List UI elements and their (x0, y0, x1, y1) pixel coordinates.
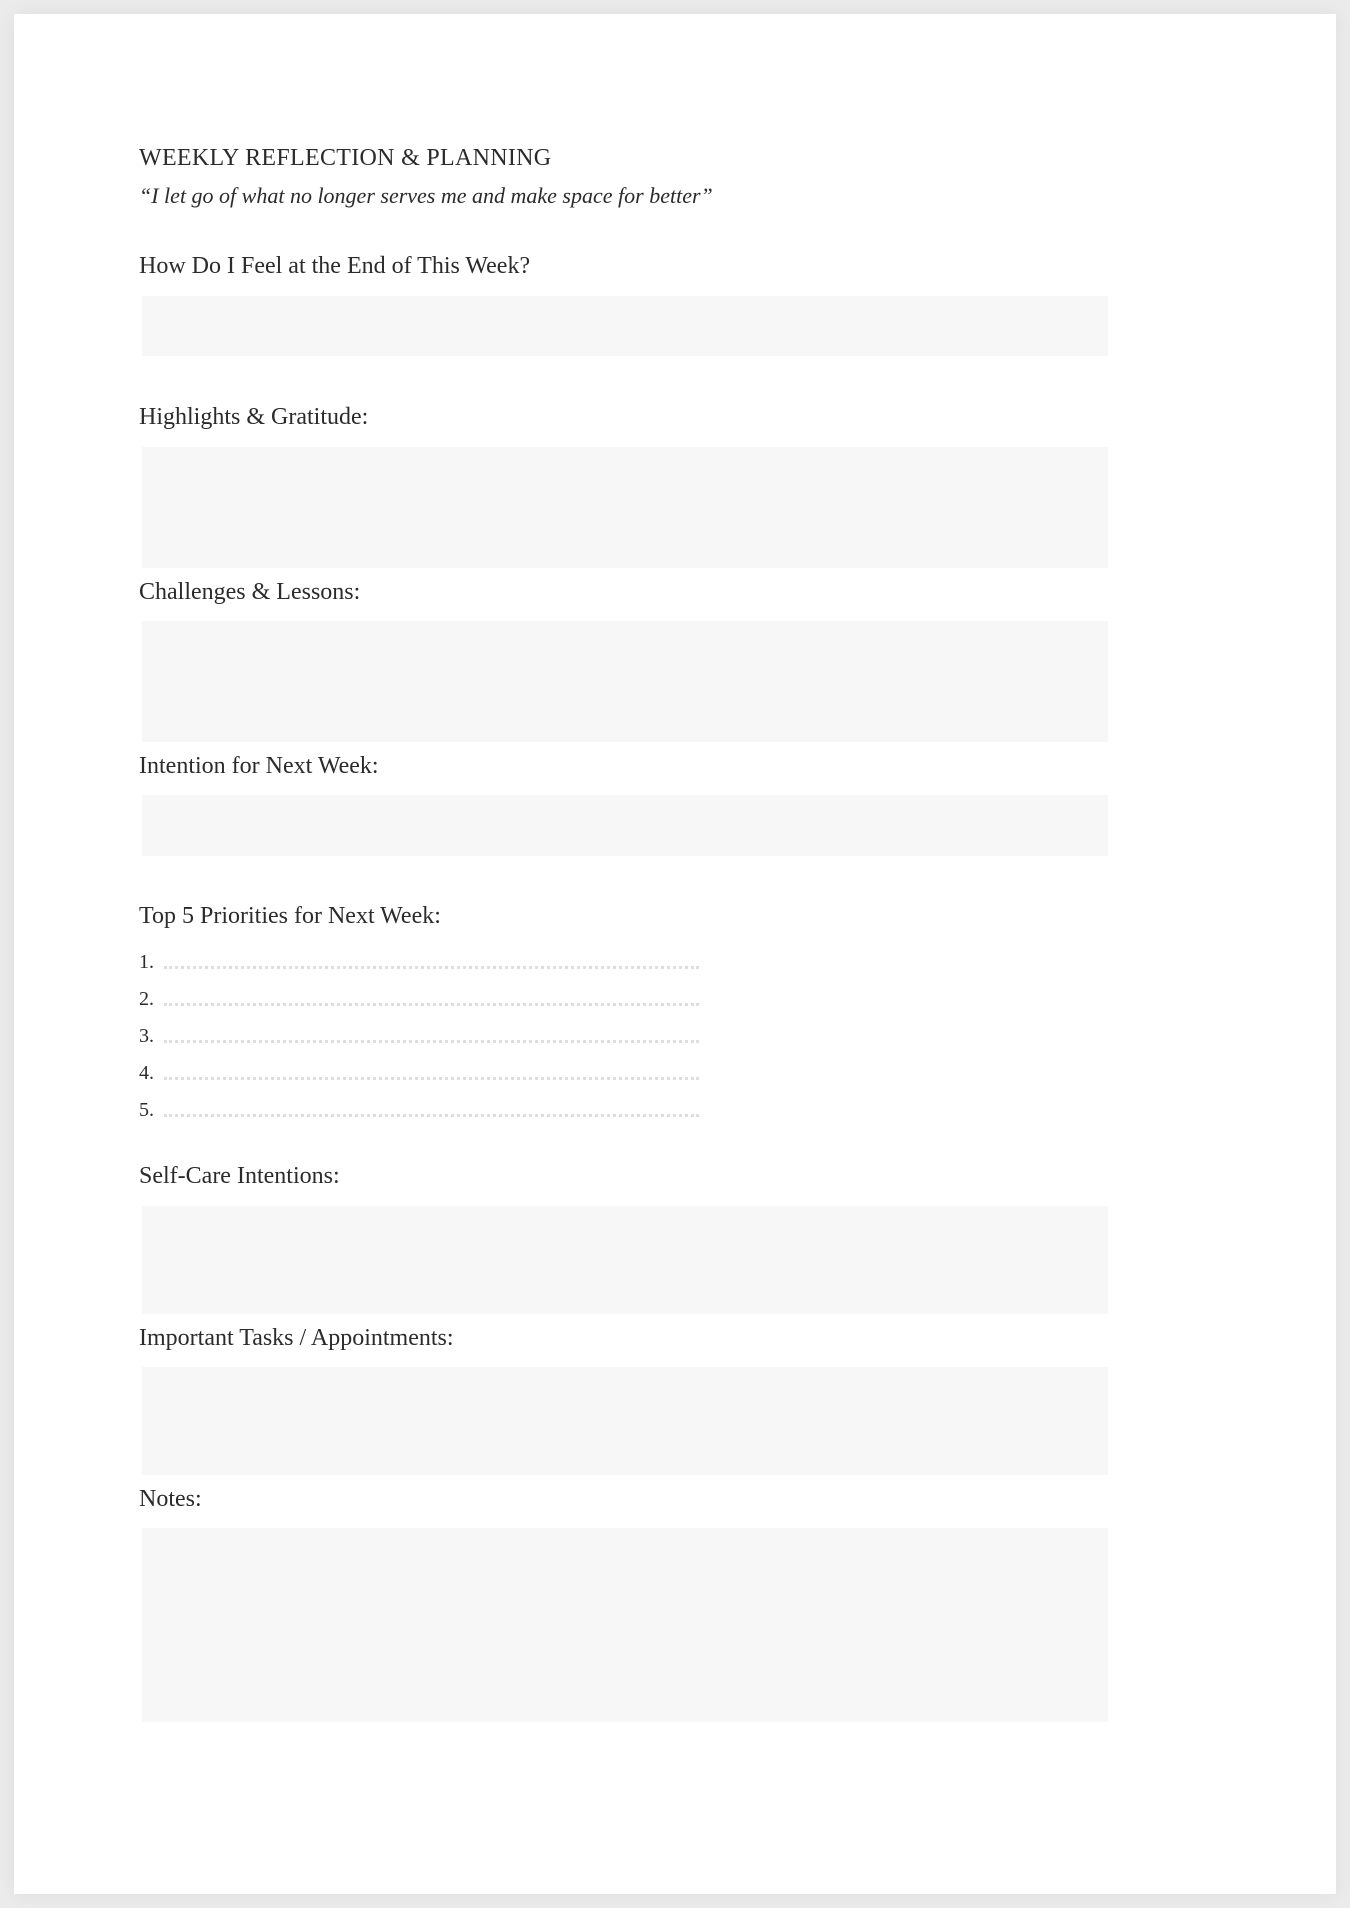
challenges-field[interactable] (142, 621, 1108, 742)
affirmation-quote: “I let go of what no longer serves me and make space for better” (139, 183, 713, 208)
priority-line[interactable] (164, 1040, 699, 1043)
highlights-field[interactable] (142, 447, 1108, 568)
priority-item-5[interactable] (139, 1095, 699, 1125)
priority-item-3[interactable] (139, 1021, 699, 1051)
priority-number: 5. (139, 1098, 154, 1121)
document-page (14, 14, 1336, 1894)
priority-line[interactable] (164, 1114, 699, 1117)
tasks-label: Important Tasks / Appointments: (139, 1325, 454, 1351)
priority-line[interactable] (164, 966, 699, 969)
priority-number: 4. (139, 1061, 154, 1084)
intention-field[interactable] (142, 795, 1108, 856)
notes-field[interactable] (142, 1528, 1108, 1722)
priority-number: 1. (139, 950, 154, 973)
priority-item-4[interactable] (139, 1058, 699, 1088)
selfcare-field[interactable] (142, 1206, 1108, 1314)
challenges-label: Challenges & Lessons: (139, 579, 361, 605)
priority-line[interactable] (164, 1077, 699, 1080)
notes-label: Notes: (139, 1486, 202, 1512)
priorities-label: Top 5 Priorities for Next Week: (139, 903, 441, 929)
priority-line[interactable] (164, 1003, 699, 1006)
tasks-field[interactable] (142, 1367, 1108, 1475)
feel-label: How Do I Feel at the End of This Week? (139, 253, 531, 279)
selfcare-label: Self-Care Intentions: (139, 1163, 340, 1189)
priority-item-2[interactable] (139, 984, 699, 1014)
highlights-label: Highlights & Gratitude: (139, 404, 369, 430)
priority-number: 3. (139, 1024, 154, 1047)
page-title: WEEKLY REFLECTION & PLANNING (139, 145, 552, 171)
feel-field[interactable] (142, 296, 1108, 356)
priority-item-1[interactable] (139, 947, 699, 977)
priority-number: 2. (139, 987, 154, 1010)
intention-label: Intention for Next Week: (139, 753, 379, 779)
